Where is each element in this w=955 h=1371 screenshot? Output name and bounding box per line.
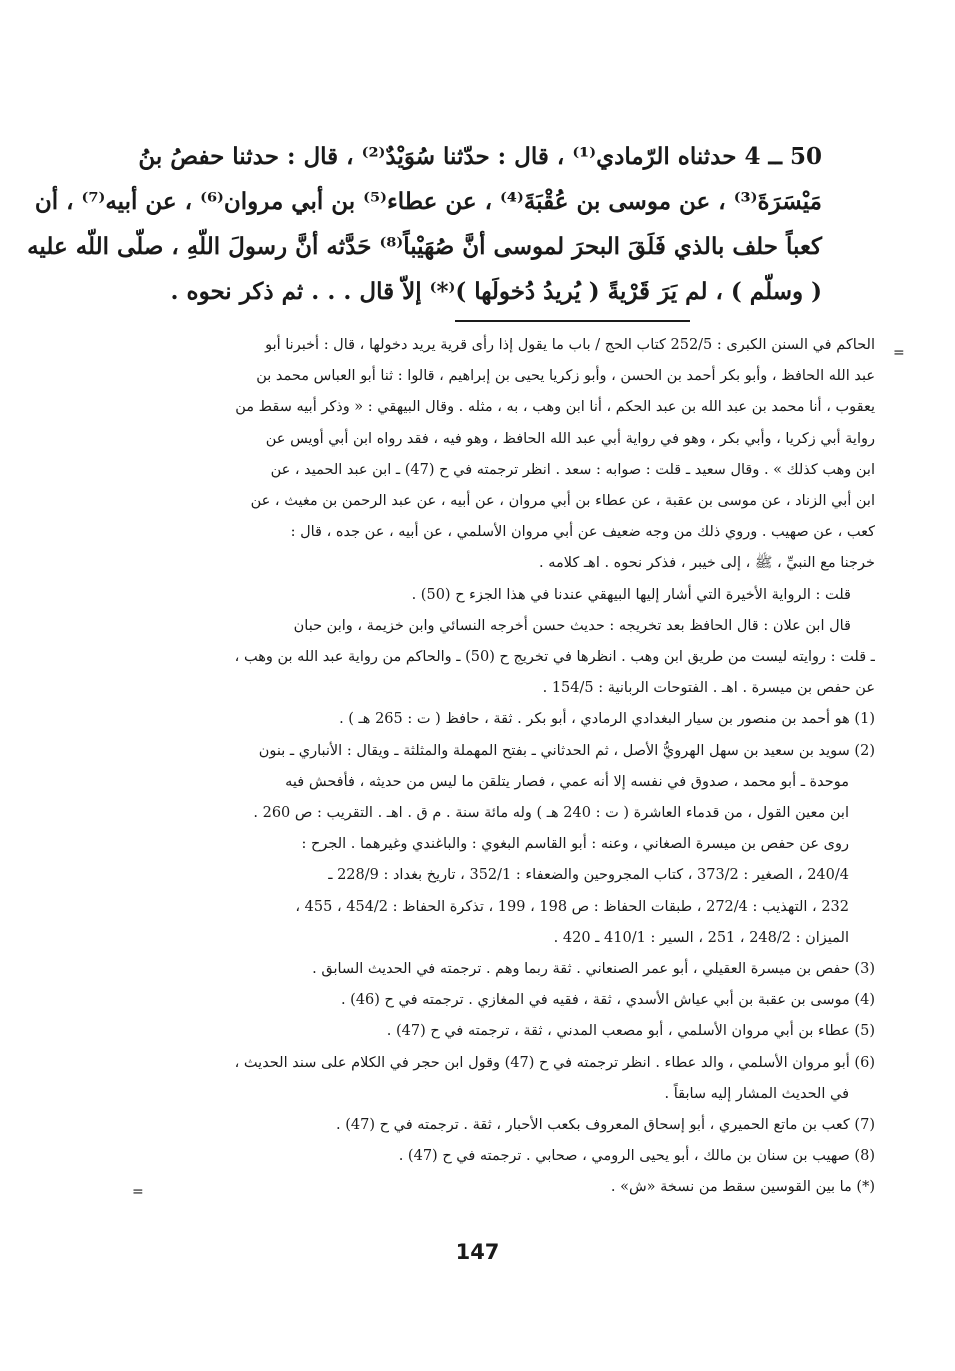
footnote-star: (*) ما بين القوسين سقط من نسخة «ش» . <box>610 1179 875 1196</box>
qultu-note: قلت : الرواية الأخيرة التي أشار إليها البيهقي عندنا في هذا الجزء ح (50) . <box>411 586 851 603</box>
hadith-line: مَيْسَرَةَ⁽³⁾ ، عن موسى بن عُقْبَةَ⁽⁴⁾ ، عن عطاء⁽⁵⁾ بن أبي مروان⁽⁶⁾ ، عن أبيه⁽⁷⁾ ، أن <box>34 188 822 215</box>
footnote-6-cont: في الحديث المشار إليه سابقاً . <box>664 1085 849 1102</box>
footnote-7: (7) كعب بن ماتع الحميري ، أبو إسحاق المعروف بكعب الأحبار ، ثقة . ترجمته في ح (47) . <box>336 1117 875 1134</box>
margin-mark-top: = <box>893 345 905 361</box>
takhrij-line: رواية أبي زكريا ، وأبي بكر ، وهو في رواية أبي عبد الله الحافظ ، وهو فيه ، فقد رواه ابن أبي أويس عن <box>265 430 875 447</box>
footnote-4: (4) موسى بن عقبة بن أبي عياش الأسدي ، ثقة ، فقيه في المغازي . ترجمته في ح (46) . <box>340 992 875 1009</box>
takhrij-line: كعب ، عن صهيب . وروي ذلك من وجه ضعيف عن أبي مروان الأسلمي ، عن أبيه ، عن جده ، قال : <box>290 524 875 541</box>
footnote-2-cont: موحدة ـ أبو محمد ، صدوق في نفسه إلا أنه عمي ، فصار يتلقن ما ليس من حديثه ، فأفحش فيه <box>285 773 849 790</box>
takhrij-line: عبد الله الحافظ ، وأبو بكر أحمد بن الحسن ، وأبو زكريا يحيى بن إبراهيم ، قالوا : ثنا أبو العباس محمد بن <box>256 368 875 385</box>
footnote-6: (6) أبو مروان الأسلمي ، والد عطاء . انظر ترجمته في ح (47) وقول ابن حجر في الكلام على سند الحديث ، <box>234 1054 875 1071</box>
footnote-5: (5) عطاء بن أبي مروان الأسلمي ، أبو مصعب المدني ، ثقة ، ترجمته في ح (47) . <box>386 1023 875 1040</box>
page-number: 147 <box>455 1240 500 1264</box>
ibn-allan-line: عن حفص بن ميسرة . اهـ . الفتوحات الربانية : 154/5 . <box>542 680 875 697</box>
takhrij-line: ابن وهب كذلك » . وقال سعيد ـ قلت : صوابه : سعد . انظر ترجمته في ح (47) ـ ابن عبد الحميد ، عن <box>270 461 875 478</box>
ibn-allan-line: ـ قلت : روايته ليست من طريق ابن وهب . انظرها في تخريج ح (50) ـ والحاكم من رواية عبد الله بن وهب ، <box>234 649 875 666</box>
footnote-8: (8) صهيب بن سنان بن مالك ، أبو يحيى الرومي ، صحابي . ترجمته في ح (47) . <box>398 1148 875 1165</box>
takhrij-line: الحاكم في السنن الكبرى : 252/5 كتاب الحج / باب ما يقول إذا رأى قرية يريد دخولها ، قال : أخبرنا أبو <box>265 337 875 353</box>
footnote-2-cont: روى عن حفص بن ميسرة الصغاني ، وعنه : أبو القاسم البغوي : والباغندي وغيرهما . الجرح : <box>301 836 849 853</box>
footnote-2: (2) سويد بن سعيد بن سهل الهرويُّ الأصل ، ثم الحدثاني ـ بفتح المهملة والمثلثة ـ ويقال : الأنباري ـ بنون <box>258 742 875 759</box>
hadith-line: ( وسلّم ) ، لم يَرَ قَرْيةً ( يُريدُ دُخولَها )⁽*⁾ إلاّ قال . . . ثم ذكر نحوه . <box>170 278 822 305</box>
margin-mark-bottom: = <box>132 1184 144 1200</box>
hadith-text <box>27 134 822 314</box>
ibn-allan-line: قال ابن علان : قال الحافظ بعد تخريجه : حديث حسن أخرجه النسائي وابن خزيمة ، وابن حبان <box>293 617 851 634</box>
footnote-3: (3) حفص بن ميسرة العقيلي ، أبو عمر الصنعاني . ثقة ربما وهم . ترجمته في الحديث السابق . <box>312 961 875 978</box>
footnote-2-cont: الميزان : 248/2 ، 251 ، السير : 410/1 ـ 420 . <box>553 929 849 946</box>
takhrij-line: خرجنا مع النبيِّ ، ﷺ ، إلى خيبر ، فذكر نحوه . اهـ كلامه . <box>539 555 875 572</box>
footnote-1: (1) هو أحمد بن منصور بن سيار البغدادي الرمادي ، أبو بكر . ثقة ، حافظ ( ت : 265 هـ ) . <box>339 711 875 728</box>
footnote-2-cont: 240/4 ، الصغير : 373/2 ، كتاب المجروحين والضعفاء : 352/1 ، تاريخ بغداد : 228/9 ـ <box>328 867 849 884</box>
footnotes <box>142 330 875 1204</box>
footnote-2-cont: 232 ، التهذيب : 272/4 ، طبقات الحفاظ : ص 198 ، 199 ، تذكرة الحفاظ : 454/2 ، 455 ، <box>295 898 849 915</box>
footnote-2-cont: ابن معين القول ، من قدماء العاشرة ( ت : 240 هـ ) وله مائة سنة . م ق . اهـ . التقريب : ص 260 . <box>253 805 849 822</box>
takhrij-line: ابن أبي الزناد ، عن موسى بن عقبة ، عن عطاء بن أبي مروان ، عن أبيه ، عن عبد الرحمن بن مغيث ، عن <box>250 493 875 510</box>
hadith-line: 50 ــ 4 حدثناه الرّمادي⁽¹⁾ ، قال : حدّثنا سُوَيْدٌ⁽²⁾ ، قال : حدثنا حفصُ بنُ <box>138 143 822 170</box>
takhrij-line: يعقوب ، أنا محمد بن عبد الله بن عبد الحكم ، أنا ابن وهب ، به ، مثله . وقال البيهقي : « وذكر أبيه سقط من <box>235 399 875 416</box>
hadith-line: كعباً حلف بالذي فَلَقَ البحرَ لموسى أنَّ صُهَيْباً⁽⁸⁾ حَدَّثه أنَّ رسولَ اللّهِ ، صلّى اللّه عليه <box>27 233 822 260</box>
footnote-separator <box>455 320 690 322</box>
